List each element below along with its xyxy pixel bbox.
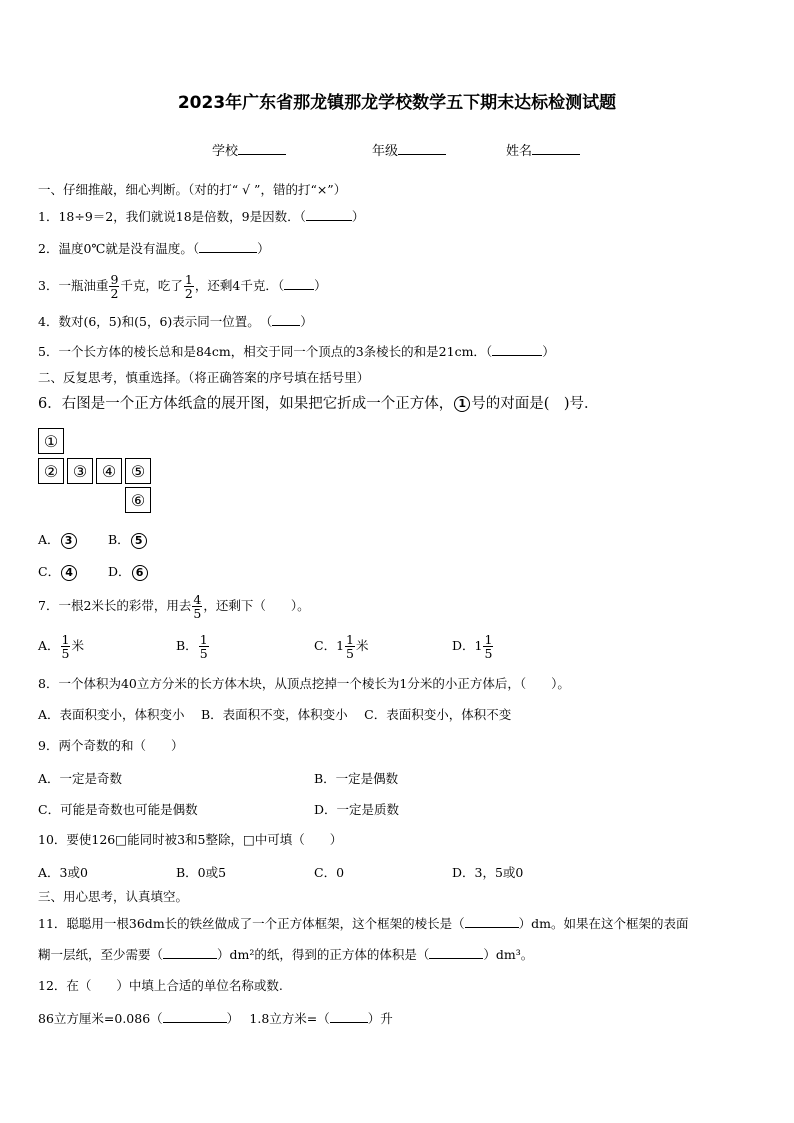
question-11-line-1: 11．聪聪用一根36dm长的铁丝做成了一个正方体框架，这个框架的棱长是（ ）dm。如果在这个框架的表面 <box>38 916 689 931</box>
fraction-1-2: $\frac{1}{2}$ <box>184 272 193 301</box>
answer-blank[interactable] <box>492 343 542 356</box>
net-face-4: ④ <box>96 458 122 484</box>
page-title: 2023年广东省那龙镇那龙学校数学五下期末达标检测试题 <box>177 93 617 113</box>
question-9: 9．两个奇数的和（ ） <box>38 738 184 753</box>
net-face-5: ⑤ <box>125 458 151 484</box>
q9-option-a[interactable]: A．一定是奇数 <box>38 771 123 786</box>
question-12: 12．在（ ）中填上合适的单位名称或数. <box>38 978 283 993</box>
circled-number: 6 <box>132 565 148 581</box>
q9-option-c[interactable]: C．可能是奇数也可能是偶数 <box>38 802 198 817</box>
net-face-2: ② <box>38 458 64 484</box>
question-12-blanks: 86立方厘米=0.086（ ） 1.8立方米=（ ）升 <box>38 1011 393 1026</box>
question-2: 2．温度0℃就是没有温度。（ ） <box>38 241 270 256</box>
q7-option-b[interactable]: B． $\frac{1}{5}$ <box>176 632 208 661</box>
answer-blank[interactable] <box>199 240 257 253</box>
question-4: 4．数对(6，5)和(5，6)表示同一位置。 （ ） <box>38 314 313 329</box>
answer-blank[interactable] <box>272 313 300 326</box>
circled-number: 3 <box>61 533 77 549</box>
answer-blank[interactable] <box>284 277 314 290</box>
question-11-line-2: 糊一层纸，至少需要（ ）dm²的纸，得到的正方体的体积是（ ）dm³。 <box>38 947 534 962</box>
name-blank[interactable] <box>532 142 580 155</box>
question-8: 8．一个体积为40立方分米的长方体木块，从顶点挖掉一个棱长为1分米的小正方体后，（ ）。 <box>38 676 570 691</box>
answer-blank[interactable] <box>429 946 483 959</box>
fraction-9-2: $\frac{9}{2}$ <box>110 272 119 301</box>
question-7: 7．一根2米长的彩带，用去 $\frac{4}{5}$ ，还剩下（ ）。 <box>38 592 310 621</box>
net-face-3: ③ <box>67 458 93 484</box>
fraction-4-5: $\frac{4}{5}$ <box>193 592 202 621</box>
circled-number: 5 <box>131 533 147 549</box>
q9-option-d[interactable]: D．一定是质数 <box>314 802 400 817</box>
section-3-heading: 三、用心思考，认真填空。 <box>38 889 189 904</box>
net-face-6: ⑥ <box>125 487 151 513</box>
answer-blank[interactable] <box>465 915 519 928</box>
q6-option-a[interactable]: A． 3 <box>38 530 78 549</box>
q7-option-c[interactable]: C．1 $\frac{1}{5}$ 米 <box>314 632 369 661</box>
school-label: 学校 <box>212 144 239 159</box>
q10-option-b[interactable]: B．0或5 <box>176 865 227 880</box>
grade-blank[interactable] <box>398 142 446 155</box>
school-blank[interactable] <box>238 142 286 155</box>
section-1-heading: 一、仔细推敲，细心判断。（对的打“ √ ”，错的打“×”） <box>38 182 347 197</box>
answer-blank[interactable] <box>163 946 217 959</box>
school-field <box>212 140 286 159</box>
q10-option-d[interactable]: D．3，5或0 <box>452 865 524 880</box>
q10-option-a[interactable]: A．3或0 <box>38 865 88 880</box>
question-6: 6．右图是一个正方体纸盒的展开图，如果把它折成一个正方体， 1 号的对面是( )号． <box>38 396 599 412</box>
q9-option-b[interactable]: B．一定是偶数 <box>314 771 399 786</box>
grade-field <box>372 140 446 159</box>
net-face-1: ① <box>38 428 64 454</box>
q6-option-c[interactable]: C． 4 <box>38 562 78 581</box>
answer-blank[interactable] <box>306 208 352 221</box>
name-field <box>506 140 580 159</box>
q8-options[interactable]: A．表面积变小，体积变小 B．表面积不变，体积变小 C．表面积变小，体积不变 <box>38 707 512 722</box>
question-3: 3．一瓶油重 $\frac{9}{2}$ 千克，吃了 $\frac{1}{2}$ ，还剩4千克．（ ） <box>38 272 327 301</box>
name-label: 姓名 <box>506 144 533 159</box>
q6-option-d[interactable]: D． 6 <box>108 562 149 581</box>
circled-number: 1 <box>454 396 470 412</box>
q7-option-d[interactable]: D．1 $\frac{1}{5}$ <box>452 632 493 661</box>
q6-option-b[interactable]: B． 5 <box>108 530 148 549</box>
answer-blank[interactable] <box>330 1010 368 1023</box>
section-2-heading: 二、反复思考，慎重选择。（将正确答案的序号填在括号里） <box>38 370 370 385</box>
q10-option-c[interactable]: C．0 <box>314 865 345 880</box>
circled-number: 4 <box>61 565 77 581</box>
question-10: 10．要使126□能同时被3和5整除，□中可填（ ） <box>38 832 343 847</box>
question-5: 5．一个长方体的棱长总和是84cm，相交于同一个顶点的3条棱长的和是21cm．（ ） <box>38 344 555 359</box>
question-1: 1．18÷9＝2，我们就说18是倍数，9是因数．（ ） <box>38 209 365 224</box>
q7-option-a[interactable]: A． $\frac{1}{5}$ 米 <box>38 632 84 661</box>
grade-label: 年级 <box>372 144 399 159</box>
answer-blank[interactable] <box>163 1010 227 1023</box>
